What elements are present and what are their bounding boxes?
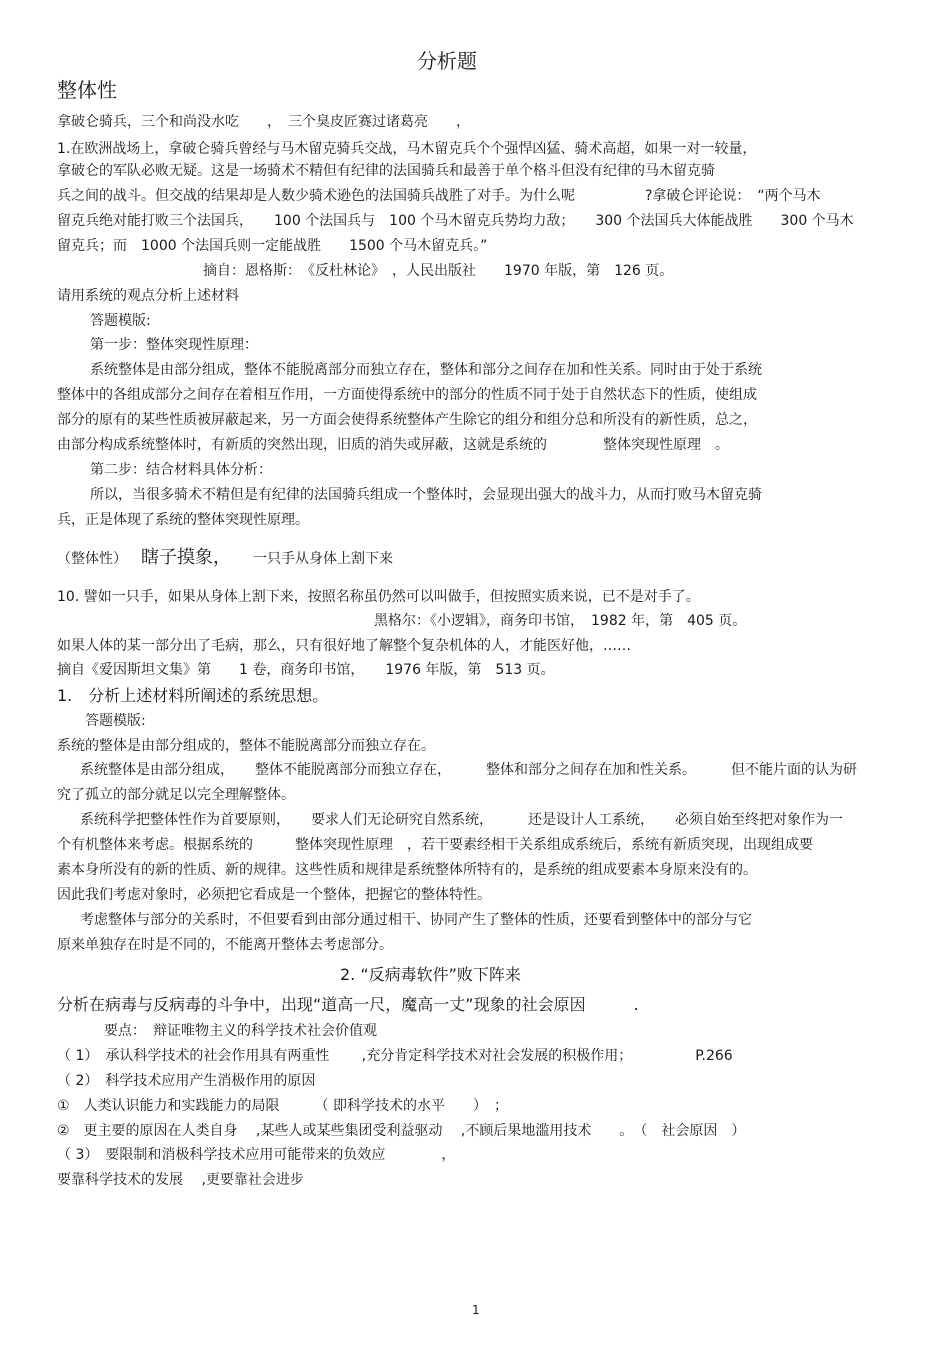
section-heading-wholeness: 整体性 (57, 78, 117, 102)
cause-2: ② 更主要的原因在人类自身 ,某些人或某些集团受利益驱动 ,不顾后果地滥用技术 。 （ 社会原因 ） (57, 1123, 746, 1139)
answer-paragraph-line: 系统整体是由部分组成， 整体不能脱离部分而独立存在， 整体和部分之间存在加和性关系。 但不能片面的认为研 (80, 762, 857, 778)
answer-paragraph-line: 由部分构成系统整体时，有新质的突然出现，旧质的消失或屏蔽，这就是系统的 整体突现性原理 。 (57, 437, 729, 453)
question-1-line: 拿破仑的军队必败无疑。这是一场骑术不精但有纪律的法国骑兵和最善于单个格斗但没有纪律的马木留克骑 (57, 163, 715, 179)
answer-paragraph-line: 究了孤立的部分就足以完全理解整体。 (57, 787, 295, 803)
key-points-label: 要点： 辩证唯物主义的科学技术社会价值观 (104, 1023, 377, 1039)
answer-line: 系统的整体是由部分组成的，整体不能脱离部分而独立存在。 (57, 738, 435, 754)
answer-paragraph-line: 因此我们考虑对象时，必须把它看成是一个整体，把握它的整体特性。 (57, 887, 491, 903)
answer-paragraph-line: 原来单独存在时是不同的，不能离开整体去考虑部分。 (57, 937, 393, 953)
question-prompt: 1. 分析上述材料所阐述的系统思想。 (57, 686, 329, 705)
section-title-antivirus: 2. “反病毒软件”败下阵来 (340, 965, 521, 984)
template-label: 答题模版: (90, 313, 151, 329)
answer-paragraph-line: 个有机整体来考虑。根据系统的 整体突现性原理 ，若干要素经相干关系组成系统后，系统有新质突现，出现组成要 (57, 837, 813, 853)
conclusion-line: 要靠科学技术的发展 ,更要靠社会进步 (57, 1172, 304, 1188)
analysis-paragraph-line: 所以，当很多骑术不精但是有纪律的法国骑兵组成一个整体时，会显现出强大的战斗力，从而打败马木留克骑 (90, 487, 762, 503)
point-2: （ 2） 科学技术应用产生消极作用的原因 (57, 1073, 316, 1089)
question-1-line: 1.在欧洲战场上，拿破仑骑兵曾经与马木留克骑兵交战，马木留克兵个个强悍凶猛、骑术高超，如果一对一较量， (57, 141, 757, 157)
answer-paragraph-line: 系统科学把整体性作为首要原则， 要求人们无论研究自然系统， 还是设计人工系统， 必须自始至终把对象作为一 (80, 812, 843, 828)
question-1-line: 留克兵绝对能打败三个法国兵， 100 个法国兵与 100 个马木留克兵势均力敌； 300 个法国兵大体能战胜 300 个马木 (57, 213, 854, 229)
question-10: 10. 譬如一只手，如果从身体上割下来，按照名称虽仍然可以叫做手，但按照实质来说，已不是对手了。 (57, 589, 700, 605)
question-1-line: 留克兵；而 1000 个法国兵则一定能战胜 1500 个马木留克兵。” (57, 238, 488, 254)
point-1: （ 1） 承认科学技术的社会作用具有两重性 ,充分肯定科学技术对社会发展的积极作用； P.266 (57, 1048, 733, 1064)
answer-paragraph-line: 考虑整体与部分的关系时，不但要看到由部分通过相干、协同产生了整体的性质，还要看到整体中的部分与它 (80, 912, 752, 928)
keywords-line: 拿破仑骑兵，三个和尚没水吃 ， 三个臭皮匠赛过诸葛亮 ， (57, 114, 470, 130)
page-title: 分析题 (417, 49, 477, 73)
answer-paragraph-line: 整体中的各组成部分之间存在着相互作用，一方面使得系统中的部分的性质不同于处于自然状态下的性质，使组成 (57, 387, 757, 403)
answer-paragraph-line: 素本身所没有的新的性质、新的规律。这些性质和规律是系统整体所特有的，是系统的组成要素本身原来没有的。 (57, 862, 757, 878)
source-citation: 摘自：恩格斯： 《反杜林论》 ，人民出版社 1970 年版，第 126 页。 (203, 263, 674, 279)
step-2-label: 第二步：结合材料具体分析： (90, 462, 272, 478)
cause-1: ① 人类认识能力和实践能力的局限 （ 即科学技术的水平 ） ； (57, 1098, 508, 1114)
answer-paragraph-line: 系统整体是由部分组成，整体不能脱离部分而独立存在，整体和部分之间存在加和性关系。同时由于处于系统 (90, 362, 762, 378)
question-text: 分析在病毒与反病毒的斗争中，出现“道高一尺，魔高一丈”现象的社会原因 . (57, 995, 639, 1014)
answer-paragraph-line: 部分的原有的某些性质被屏蔽起来，另一方面会使得系统整体产生除它的组分和组分总和所没有的新性质，总之， (57, 412, 757, 428)
point-3: （ 3） 要限制和消极科学技术应用可能带来的负效应 ， (57, 1147, 456, 1163)
section-subheading: 一只手从身体上割下来 (253, 551, 393, 567)
page-number: 1 (472, 1303, 480, 1317)
analysis-paragraph-line: 兵，正是体现了系统的整体突现性原理。 (57, 512, 309, 528)
question-prompt: 请用系统的观点分析上述材料 (57, 288, 239, 304)
question-1-line: 兵之间的战斗。但交战的结果却是人数少骑术逊色的法国骑兵战胜了对手。为什么呢 ?拿破仑评论说： “两个马木 (57, 188, 821, 204)
template-label: 答题模版: (85, 713, 146, 729)
source-citation-einstein: 摘自《爱因斯坦文集》第 1 卷，商务印书馆， 1976 年版，第 513 页。 (57, 662, 555, 678)
einstein-quote: 如果人体的某一部分出了毛病，那么，只有很好地了解整个复杂机体的人，才能医好他，…… (57, 638, 631, 654)
step-1-label: 第一步：整体突现性原理： (90, 337, 258, 353)
section-tag: （整体性） (57, 551, 127, 567)
section-heading-blind-men: 瞎子摸象， (141, 547, 231, 568)
source-citation-hegel: 黑格尔：《小逻辑》，商务印书馆， 1982 年，第 405 页。 (374, 613, 747, 629)
